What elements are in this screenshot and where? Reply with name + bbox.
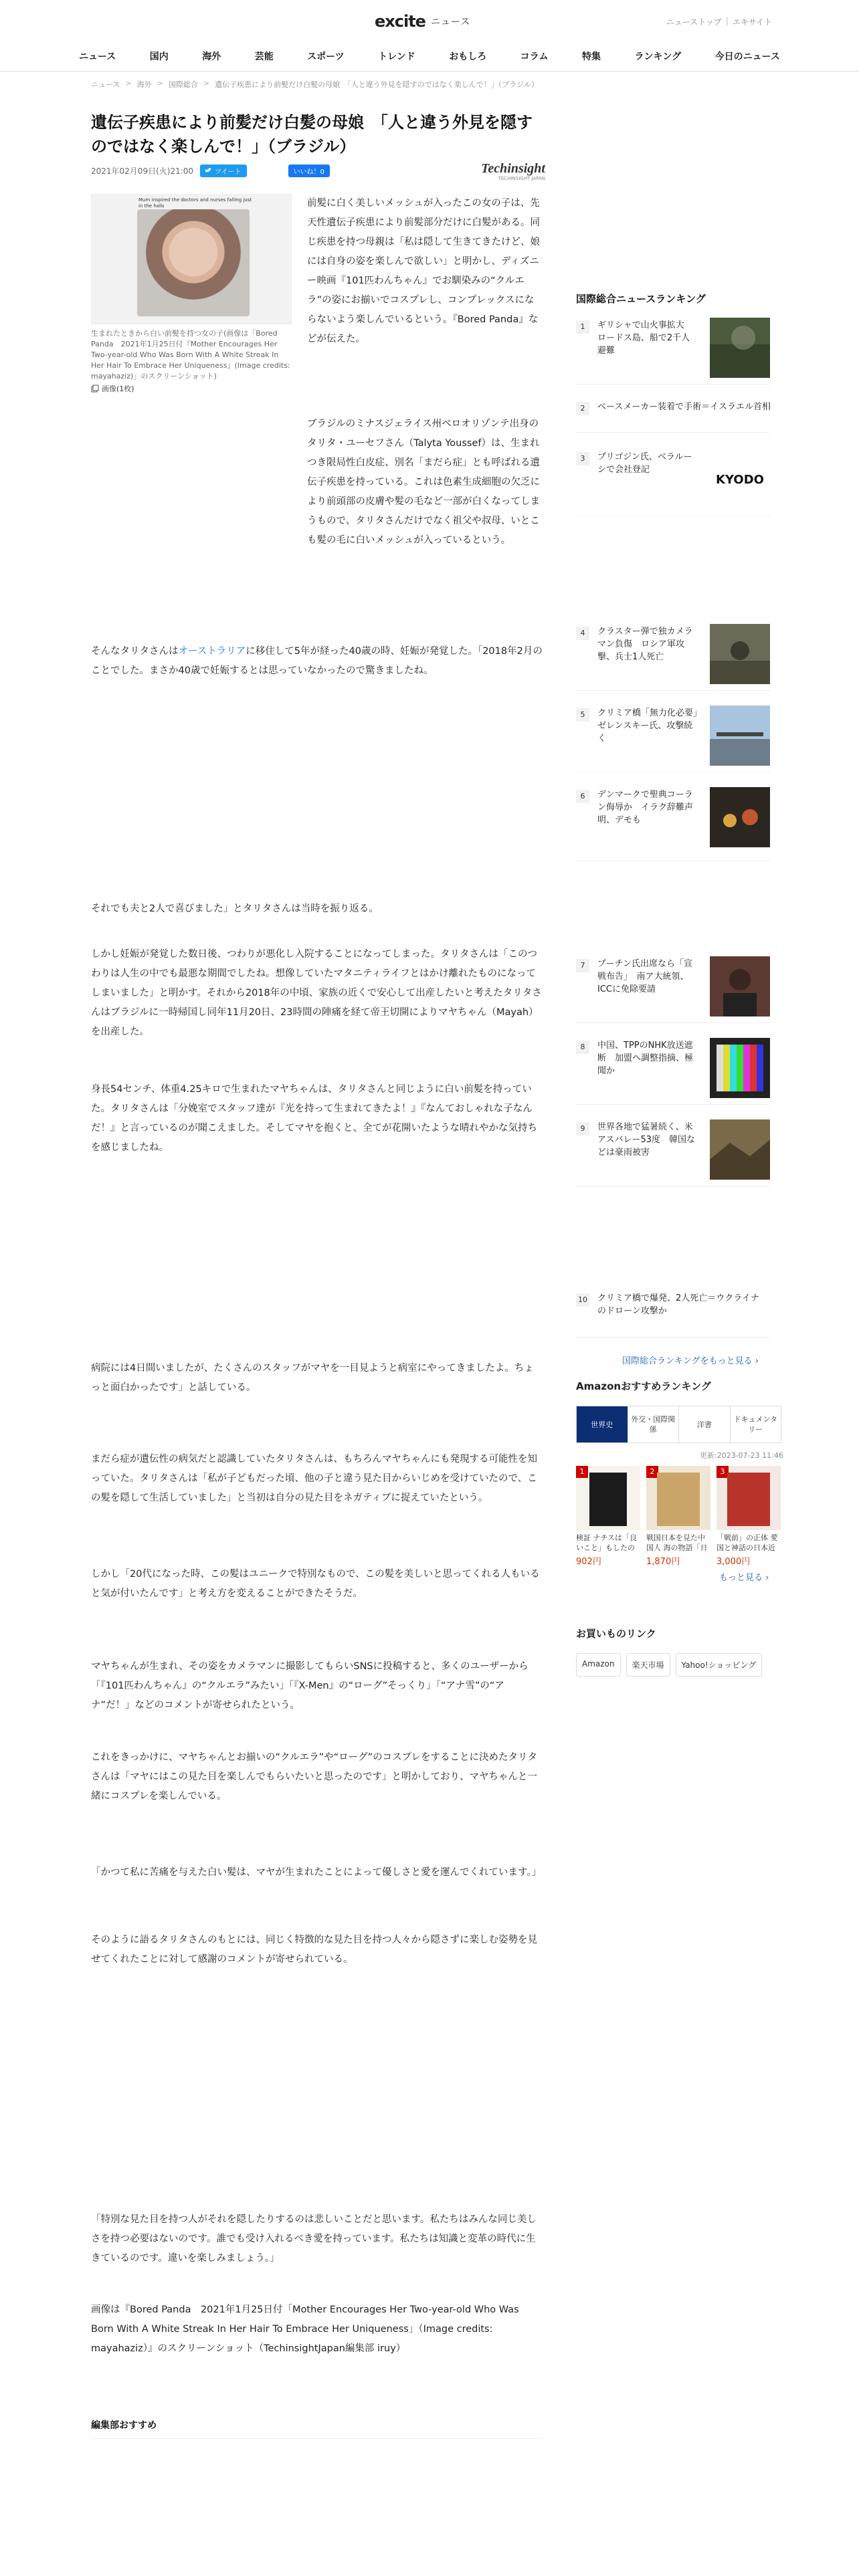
ranking-number: 7: [576, 959, 589, 972]
paragraph-3: [91, 642, 543, 681]
product-name: 戦国日本を見た中国人 海の物語「日: [646, 1533, 708, 1552]
ranking-number: 5: [576, 708, 589, 722]
amazon-more-label: もっと見る: [719, 1573, 763, 1583]
shopping-links: [576, 1653, 762, 1677]
nav-sports[interactable]: スポーツ: [307, 51, 345, 62]
ranking-item[interactable]: [576, 399, 770, 433]
shopping-links-title: お買いものリンク: [576, 1628, 656, 1640]
paragraph-3-text-a: そんなタリタさんは: [91, 646, 179, 657]
product-price: 902円: [576, 1557, 601, 1567]
ranking-thumbnail: [710, 956, 770, 1016]
ranking-number: 10: [576, 1293, 589, 1307]
product-rank: 1: [576, 1466, 588, 1478]
top-link-excite[interactable]: エキサイト: [732, 17, 772, 27]
breadcrumb-separator: >: [125, 79, 132, 88]
ranking-text: 中国、TPPのNHK放送遮断 加盟へ調整指摘、極聞か: [597, 1041, 694, 1076]
breadcrumb: [91, 79, 539, 90]
shop-link-amazon[interactable]: Amazon: [576, 1653, 621, 1677]
paragraph-4: それでも夫と2人で喜びました」とタリタさんは当時を振り返る。: [91, 903, 379, 914]
ranking-item[interactable]: [576, 787, 770, 861]
paragraph-3-text-b: に移住して5年が経った40歳の時、妊娠が発覚した。「2018年2月のことでした。まさか40歳で妊娠するとは思っていなかったので驚きましたね。: [91, 646, 543, 676]
twitter-icon: [205, 167, 212, 174]
ranking-text: 世界各地で猛暑続く、米アスバレー53度 韓国などは豪雨被害: [597, 1122, 696, 1158]
ranking-item[interactable]: [576, 956, 770, 1023]
ranking-number: 3: [576, 452, 589, 465]
ranking-text: ギリシャで山火事拡大 ロードス島、船で2千人避難: [597, 320, 693, 356]
ranking-number: 4: [576, 627, 589, 640]
breadcrumb-separator: >: [203, 79, 210, 88]
ranking-thumbnail: [710, 1119, 770, 1180]
breadcrumb-overseas[interactable]: 海外: [136, 80, 152, 89]
figure-caption: 生まれたときから白い前髪を持つ女の子(画像は「Bored Panda 2021年1月25日付『Mother Encourages Her Two-year-old Who Was Born With A White Streak In Her Hair To Embrace Her Uniqueness』(Image credits: mayahaziz)」のスクリーンショット): [91, 329, 290, 381]
image-count-label: 画像(1枚): [102, 385, 134, 393]
chevron-right-icon: ›: [755, 1356, 759, 1366]
ranking-number: 6: [576, 790, 589, 803]
ranking-text: プーチン氏出席なら「宣戦布告」 南ア大統領、ICCに免除要請: [597, 959, 692, 994]
ranking-thumbnail: [710, 624, 770, 684]
product-name: 検証 ナチスは「良いこと」もしたの: [576, 1533, 638, 1552]
ranking-text: クリミア橋「無力化必要」 ゼレンスキー氏、攻撃続く: [597, 708, 706, 744]
amazon-tabs: [576, 1406, 781, 1443]
breadcrumb-news[interactable]: ニュース: [91, 80, 120, 89]
paragraph-10: マヤちゃんが生まれ、その姿をカメラマンに撮影してもらいSNSに投稿すると、多くのユーザーから「『101匹わんちゃん』の“クルエラ”みたい」「『X-Men』の“ローグ”そっくり」「“アナ雪”の“アナ”だ！」などのコメントが寄せられたという。: [91, 1661, 529, 1711]
nav-trend[interactable]: トレンド: [378, 51, 415, 62]
paragraph-12: 「かつて私に苦痛を与えた白い髪は、マヤが生まれたことによって優しさと愛を運んでくれています。」: [91, 1867, 542, 1878]
book-cover: [727, 1473, 770, 1526]
nav-funny[interactable]: おもしろ: [449, 51, 487, 62]
product-rank: 3: [717, 1466, 729, 1478]
amazon-updated: 更新:2023-07-23 11:46: [700, 1451, 783, 1460]
image-credit: 画像は『Bored Panda 2021年1月25日付「Mother Encourages Her Two-year-old Who Was Born With A White Streak In Her Hair To Embrace Her Uniqueness」（Image credits: mayahaziz）』のスクリーンショット（TechinsightJapan編集部 iruy）: [91, 2304, 519, 2354]
tweet-button[interactable]: [200, 165, 247, 177]
top-link-separator: |: [725, 16, 729, 25]
ranking-item[interactable]: [576, 1291, 770, 1337]
paragraph-1: 前髪に白く美しいメッシュが入ったこの女の子は、先天性遺伝子疾患により前髪部分だけに白髪がある。同じ疾患を持つ母親は「私は隠して生きてきたけど、娘には自身の姿を楽しんで欲しい」と明かし、ディズニー映画『101匹わんちゃん』でお馴染みの“クルエラ”の姿にお揃いでコスプレし、コンプレックスにならないよう楽しんでいるという。『Bored Panda』などが伝えた。: [307, 198, 540, 344]
product-rank: 2: [646, 1466, 658, 1478]
ranking-number: 8: [576, 1041, 589, 1054]
shop-link-yahoo[interactable]: Yahoo!ショッピング: [676, 1653, 763, 1677]
ranking-thumbnail: [710, 318, 770, 378]
nav-ranking[interactable]: ランキング: [634, 51, 682, 62]
tab-foreign-books[interactable]: 洋書: [678, 1406, 730, 1442]
paragraph-5: しかし妊娠が発覚した数日後、つわりが悪化し入院することになってしまった。タリタさんは「このつわりは人生の中でも最悪な期間でしたね。想像していたマタニティライフとはかけ離れたものになってしまいました」と明かす。それから2018年の中頃、家族の近くで安心して出産したいと考えたタリタさんはブラジルに一時帰国し同年11月20日、23時間の陣痛を経て帝王切開によりマヤちゃん（Mayah）を出産した。: [91, 949, 542, 1037]
amazon-product[interactable]: [576, 1466, 640, 1567]
nav-overseas[interactable]: 海外: [202, 51, 221, 62]
ranking-item[interactable]: [576, 318, 770, 385]
source-logo[interactable]: [481, 161, 545, 181]
amazon-more-link[interactable]: [719, 1570, 769, 1583]
ranking-number: 2: [576, 402, 589, 415]
logo-news-label: ニュース: [430, 17, 471, 27]
image-overlay-text: Mum inspired the doctors and nurses falling just in the halls: [138, 197, 252, 209]
source-name: Techinsight: [481, 161, 545, 176]
nav-domestic[interactable]: 国内: [149, 51, 169, 62]
gallery-icon: [91, 385, 99, 393]
product-image: [646, 1466, 710, 1530]
tab-documentary[interactable]: ドキュメンタリー: [730, 1406, 781, 1442]
ranking-more-link[interactable]: [622, 1354, 759, 1366]
chevron-right-icon: ›: [765, 1573, 769, 1583]
ranking-title: 国際総合ニュースランキング: [576, 293, 706, 305]
nav-entertainment[interactable]: 芸能: [254, 51, 274, 62]
paragraph-9: しかし「20代になった時、この髪はユニークで特別なもので、この髪を美しいと思ってくれる人もいると気が付いたんです」と考え方を変えることができたそうだ。: [91, 1569, 540, 1599]
product-price: 3,000円: [717, 1557, 751, 1567]
product-name: 「戦前」の正体 愛国と神話の日本近: [717, 1533, 778, 1552]
article-meta: [91, 163, 543, 179]
ranking-item[interactable]: [576, 1038, 770, 1105]
ranking-item[interactable]: [576, 706, 770, 772]
link-australia[interactable]: オーストラリア: [178, 646, 246, 657]
book-cover: [657, 1473, 700, 1526]
ranking-thumbnail: [710, 1038, 770, 1098]
ranking-text: プリゴジン氏、ベラルーシで会社登記: [597, 452, 692, 475]
amazon-ranking-title: Amazonおすすめランキング: [576, 1380, 711, 1392]
product-image: [717, 1466, 781, 1530]
ranking-number: 9: [576, 1122, 589, 1136]
breadcrumb-international[interactable]: 国際総合: [168, 80, 198, 89]
ranking-thumbnail: [710, 706, 770, 766]
baby-photo: [137, 209, 250, 316]
article-figure: [91, 194, 292, 394]
ranking-more-label: 国際総合ランキングをもっと見る: [622, 1356, 753, 1366]
nav-news[interactable]: ニュース: [79, 51, 116, 62]
top-link-news-top[interactable]: ニューストップ: [666, 17, 722, 27]
product-image: [576, 1466, 640, 1530]
source-sub: TECHINSIGHT JAPAN: [498, 176, 545, 181]
ranking-text: ベースメーカー装着で手術＝イスラエル首相: [597, 402, 771, 412]
ranking-thumbnail: [710, 787, 770, 847]
nav-today[interactable]: 今日のニュース: [714, 51, 780, 62]
image-count[interactable]: [91, 383, 292, 394]
article-date: 2021年02月09日(火)21:00: [91, 166, 194, 176]
paragraph-8: まだら症が遺伝性の病気だと認識していたタリタさんは、もちろんマヤちゃんにも発現する可能性を知っていた。タリタさんは「私が子どもだった頃、他の子と違う見た目からいじめを受けていたので、この髪を隠して生活していました」と当初は自分の見た目をネガティブに捉えていたという。: [91, 1454, 537, 1503]
paragraph-2: ブラジルのミナスジェライス州ベロオリゾンテ出身のタリタ・ユーセフさん（Talyta Youssef）は、生まれつき限局性白皮症、別名「まだら症」とも呼ばれる遺伝子疾患を持っている。これは色素生成細胞の欠乏により前頭部の皮膚や髪の毛など一部が白くなってしまうもので、タリタさんだけでなく祖父や叔母、いとこも髪の毛に白いメッシュが入っているという。: [307, 419, 540, 546]
ranking-text: デンマークで聖典コーラン侮辱か イラク辞難声明、デモも: [597, 790, 694, 825]
like-button[interactable]: いいね！0: [288, 165, 330, 177]
site-header: [0, 0, 859, 72]
paragraph-11: これをきっかけに、マヤちゃんとお揃いの“クルエラ”や“ローグ”のコスプレをすることに決めたタリタさんは「マヤにはこの見た目を楽しんでもらいたいと思ったのです」と明かしており、マヤちゃんと一緒にコスプレを楽しんでいる。: [91, 1752, 538, 1802]
paragraph-13: そのように語るタリタさんのもとには、同じく特徴的な見た目を持つ人々から隠さずに楽しむ姿勢を見せてくれたことに対して感謝のコメントが寄せられている。: [91, 1935, 537, 1965]
nav-column[interactable]: コラム: [520, 51, 549, 62]
ranking-item[interactable]: [576, 1119, 770, 1186]
top-links: [666, 16, 772, 27]
amazon-product[interactable]: [646, 1466, 710, 1567]
amazon-product[interactable]: [717, 1466, 781, 1567]
logo-brand: excite: [375, 12, 425, 31]
paragraph-14: 「特別な見た目を持つ人がそれを隠したりするのは悲しいことだと思います。私たちはみんな同じ美しさを持つ必要はないのです。誰でも受け入れるべき愛を持っています。私たちは知識と変革の時代に生きているのです。違いを楽しみましょう。」: [91, 2214, 537, 2264]
kyodo-thumbnail: KYODO: [716, 472, 764, 487]
site-logo[interactable]: [375, 9, 488, 33]
ranking-item[interactable]: [576, 624, 770, 691]
paragraph-6: 身長54センチ、体重4.25キロで生まれたマヤちゃんは、タリタさんと同じように白い前髪を持っていた。タリタさんは「分娩室でスタッフ達が『光を持って生まれてきたよ！』『なんておしゃれな子なんだ！』と言っているのが聞こえました。そしてマヤを抱くと、全てが花開いたような晴れやかな気持ちを感じましたね。: [91, 1084, 537, 1153]
ranking-item[interactable]: [576, 449, 770, 516]
paragraph-7: 病院には4日間いましたが、たくさんのスタッフがマヤを一目見ようと病室にやってきましたよ。ちょっと面白かったです」と話している。: [91, 1363, 534, 1393]
tab-world-history[interactable]: 世界史: [577, 1406, 628, 1442]
product-price: 1,870円: [646, 1557, 680, 1567]
nav-feature[interactable]: 特集: [582, 51, 601, 62]
ranking-number: 1: [576, 320, 589, 334]
ranking-text: クラスター弾で独カメラマン負傷 ロシア軍攻撃、兵士1人死亡: [597, 627, 693, 662]
editor-recommend-heading: 編集部おすすめ: [91, 2418, 543, 2439]
book-cover: [589, 1473, 627, 1526]
ranking-text: クリミア橋で爆発、2人死亡＝ウクライナのドローン攻撃か: [597, 1293, 759, 1316]
shop-link-rakuten[interactable]: 楽天市場: [626, 1653, 670, 1677]
tab-diplomacy[interactable]: 外交・国際関係: [628, 1406, 679, 1442]
tweet-label: ツイート: [215, 168, 242, 176]
breadcrumb-separator: >: [157, 79, 163, 88]
main-nav: [74, 47, 785, 66]
article-image[interactable]: [91, 194, 292, 324]
breadcrumb-current: 遺伝子疾患により前髪だけ白髪の母娘 「人と違う外見を隠すのではなく楽しんで！」（ブラジル）: [215, 80, 539, 89]
article-title: 遺伝子疾患により前髪だけ白髪の母娘 「人と違う外見を隠すのではなく楽しんで！」（ブラジル）: [91, 113, 533, 156]
